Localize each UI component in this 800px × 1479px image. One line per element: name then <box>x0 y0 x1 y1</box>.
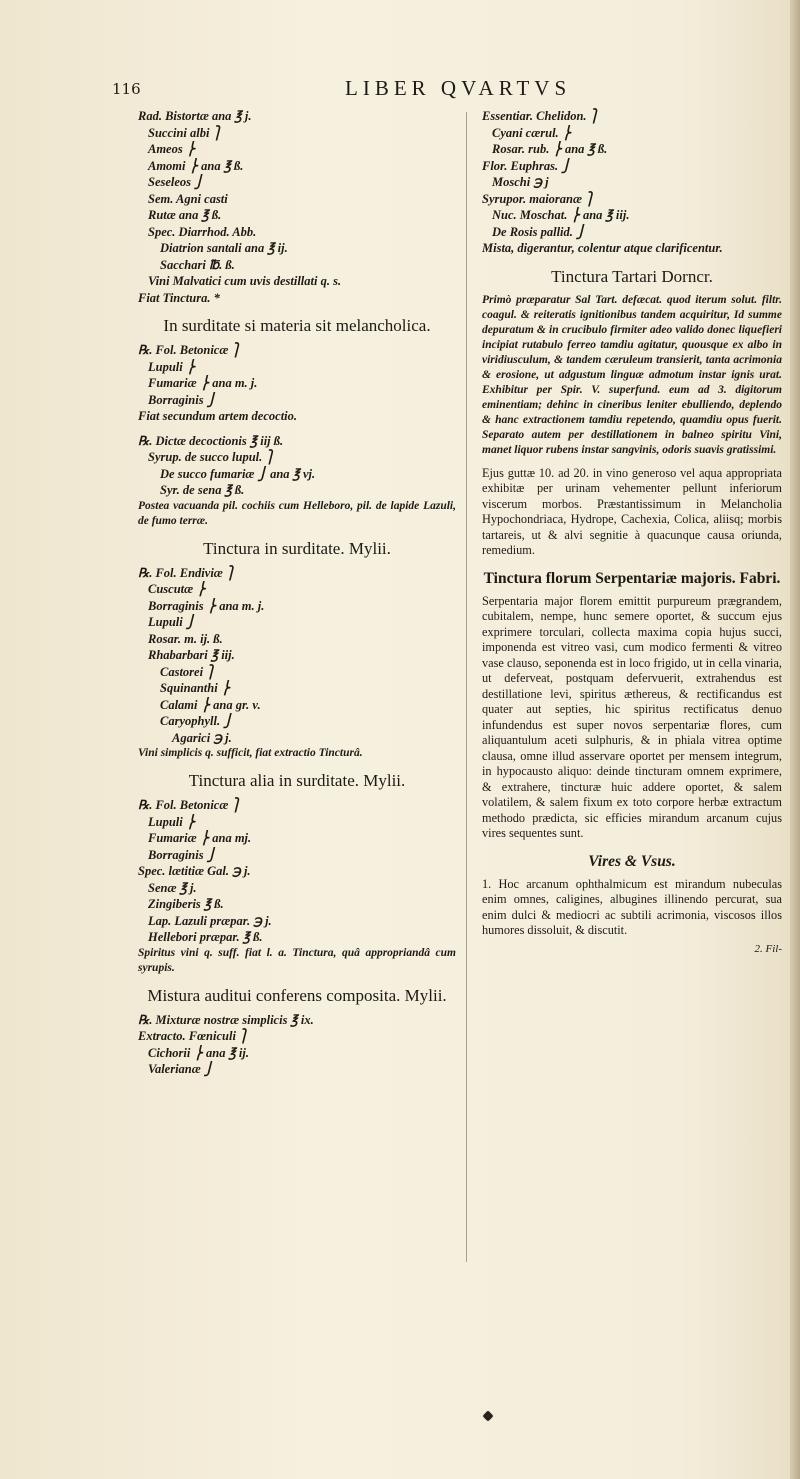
recipe-line: Sacchari ℔. ß. <box>160 257 235 272</box>
recipe-line: Rad. Bistortæ ana ℥ j. <box>138 109 252 123</box>
recipe-line: Ameos ⎬ <box>148 142 196 156</box>
recipe-line: Spec. Diarrhod. Abb. <box>148 224 257 239</box>
section-heading: In surditate si materia sit melancholica. <box>163 316 431 335</box>
recipe-line: Caryophyll. ⎭ <box>160 714 233 728</box>
page-number: 116 <box>112 80 141 98</box>
recipe-line: Fumariæ ⎬ ana mj. <box>148 831 252 845</box>
recipe-line: Extracto. Fœniculi ⎫ <box>138 1029 249 1043</box>
recipe-block <box>138 342 456 425</box>
recipe-line: Rhabarbari ℥ iij. <box>148 648 235 662</box>
recipe-note: Vini simplicis q. sufficit, fiat extractio Tincturâ. <box>138 747 363 759</box>
recipe-line: ℞. Fol. Betonicæ ⎫ <box>138 798 241 812</box>
recipe-line: Agarici ℈ j. <box>172 730 232 745</box>
recipe-line: Calami ⎬ ana gr. v. <box>160 697 261 712</box>
recipe-line: Amomi ⎬ ana ℥ ß. <box>148 158 244 173</box>
recipe-line: Syrup. de succo lupul. ⎫ <box>148 450 275 464</box>
recipe-line: ℞. Mixturæ nostræ simplicis ℥ ix. <box>138 1012 314 1027</box>
right-column <box>482 108 782 955</box>
recipe-line: Borraginis ⎭ <box>148 392 217 407</box>
recipe-line: Vini Malvatici cum uvis destillati q. s. <box>148 274 342 288</box>
recipe-note: Postea vacuanda pil. cochiis cum Helleboro, pil. de lapide Lazuli, de fumo terræ. <box>138 499 456 527</box>
paragraph: Primò præparatur Sal Tart. defæcat. quod iterum solut. filtr. coagul. & reiteratis ignitionibus tandem acquiritur, Id summe depuratum & in crucibulo firmiter adeo valido donec liquefieri incipiat rutabulo ferreo tamdiu agitatur, quousque ex albo in viridiusculum, & tandem cæruleum transierit, tanta acrimonia & erosione, ut adgustum linguæ admotum instar ignis urat. Exhibitur per Spir. V. superfund. eum ad 3. digitorum eminentiam; dehinc in cineribus leniter ebulliendo, deplendo & hanc extractionem tamdiu repetendo, quamdiu opus fuerit. Separato autem per destillationem in balneo spiritu Vini, manet liquor rubens instar sangvinis, odoris suavis gratissimi. <box>482 293 782 456</box>
recipe-line: Lupuli ⎬ <box>148 359 196 374</box>
recipe-block <box>138 108 456 306</box>
recipe-line: Nuc. Moschat. ⎬ ana ℥ iij. <box>492 208 630 222</box>
paragraph: Ejus guttæ 10. ad 20. in vino generoso vel aqua appropriata exhibitæ per urinam vehementer pellunt inferiorum viscerum morbos. Præstantissimum in Melancholia Hypochondriaca, Hydrope, Cachexia, Colica, aliisq; morbis tartareis, ut & alvi segnitie à quacunque causa oriunda, remedium. <box>482 465 782 557</box>
recipe-line: Cyani cærul. ⎬ <box>492 125 572 140</box>
recipe-line: Castorei ⎫ <box>160 664 216 679</box>
recipe-line: ℞. Dictæ decoctionis ℥ iij ß. <box>138 433 284 448</box>
recipe-line: Moschi ℈ j <box>492 175 549 189</box>
recipe-line: Seseleos ⎭ <box>148 175 204 189</box>
section-heading: Tinctura Tartari Dorncr. <box>551 266 713 286</box>
recipe-line: Rutæ ana ℥ ß. <box>148 208 222 222</box>
recipe-block <box>138 797 456 946</box>
recipe-line: Syrupor. maioranæ ⎫ <box>482 191 595 206</box>
recipe-line: Senæ ℥ j. <box>148 880 197 895</box>
recipe-line: Borraginis ⎭ <box>148 847 217 862</box>
recipe-line: Flor. Euphras. ⎭ <box>482 158 571 173</box>
recipe-line: Lupuli ⎭ <box>148 615 196 629</box>
recipe-block <box>138 1012 456 1078</box>
page-edge <box>790 0 800 1479</box>
recipe-line: Spec. lætitiæ Gal. ℈ j. <box>138 864 251 878</box>
recipe-line: Sem. Agni casti <box>148 191 228 206</box>
recipe-line: Rosar. rub. ⎬ ana ℥ ß. <box>492 142 608 156</box>
column-divider <box>466 112 467 1262</box>
paragraph: Serpentaria major florem emittit purpureum prægrandem, cubitalem, nempe, hunc semere oportet, & succum ejus exprimere torculari, collecta maxima copia hujus succi, imponenda est vitreo vasi, cum modico fermenti & vitreo vase clauso, seponenda est in loco frigido, ut in cella vinaria, ut deferveat, postquam defervuerit, extrahendus est destillatione levi, spiritus æthereus, & rectificandus est quater aut septies, hic spiritus rectificatus denuo infundendus est super novos serpentariæ flores, cum aliquantulum aceti sulphuris, & in phiala vitrea optime clausa, omne illud asservare oportet per mensem integrum, in hypocausto aliquo: deinde tincturam omnem exprimere, & extrahere, tincturæ huic addere oportet, & salem volatilem, & salem fixum ex toto corpore herbæ extractum methodo prædicta, sic efficies mirandum arcanum cujus vires sequentes sunt. <box>482 593 782 840</box>
recipe-line: Cichorii ⎬ ana ℥ ij. <box>148 1045 249 1060</box>
section-heading: Tinctura alia in surditate. Mylii. <box>188 771 406 790</box>
recipe-line: Fumariæ ⎬ ana m. j. <box>148 376 258 390</box>
recipe-line: Borraginis ⎬ ana m. j. <box>148 598 265 613</box>
recipe-line: Succini albi ⎫ <box>148 125 222 140</box>
recipe-line: Rosar. m. ij. ß. <box>148 631 223 646</box>
recipe-line: Fiat Tinctura. * <box>138 290 220 305</box>
recipe-line: Hellebori præpar. ℥ ß. <box>148 930 263 944</box>
recipe-line: Lap. Lazuli præpar. ℈ j. <box>148 913 272 928</box>
recipe-line: Lupuli ⎬ <box>148 814 196 829</box>
recipe-line: Syr. de sena ℥ ß. <box>160 483 245 497</box>
section-heading: Mistura auditui conferens composita. Mylii. <box>147 985 447 1005</box>
recipe-line: ℞. Fol. Endiviæ ⎫ <box>138 565 236 580</box>
recipe-line: Cuscutæ ⎬ <box>148 582 206 596</box>
left-column <box>138 108 456 1078</box>
recipe-block <box>138 433 456 499</box>
recipe-line: Zingiberis ℥ ß. <box>148 897 224 911</box>
recipe-line: Mista, digerantur, colentur atque clarificentur. <box>482 241 723 255</box>
recipe-line: De Rosis pallid. ⎭ <box>492 224 586 239</box>
recipe-line: Diatrion santali ana ℥ ij. <box>160 241 288 255</box>
section-heading: Tinctura in surditate. Mylii. <box>203 538 391 558</box>
recipe-line: De succo fumariæ ⎭ ana ℥ vj. <box>160 466 316 481</box>
recipe-note: Spiritus vini q. suff. fiat l. a. Tinctura, quâ appropriandâ cum syrupis. <box>138 946 456 974</box>
recipe-line: Squinanthi ⎬ <box>160 681 231 695</box>
paragraph: 1. Hoc arcanum ophthalmicum est mirandum nubeculas enim omnes, caligines, albugines illinendo percurat, sua enim dulci & mediocri ac subtili acrimonia, viscosos illos humores dissoluit, & discutit. <box>482 876 782 937</box>
section-heading: Vires & Vsus. <box>588 852 676 870</box>
recipe-block <box>482 108 782 257</box>
recipe-block <box>138 565 456 747</box>
recipe-line: ℞. Fol. Betonicæ ⎫ <box>138 343 241 357</box>
recipe-line: Valerianæ ⎭ <box>148 1062 214 1076</box>
recipe-line: Essentiar. Chelidon. ⎫ <box>482 109 600 123</box>
catchword: 2. Fil- <box>754 942 782 955</box>
recipe-line: Fiat secundum artem decoctio. <box>138 409 298 423</box>
section-heading: Tinctura florum Serpentariæ majoris. Fabri. <box>483 569 781 587</box>
running-title: LIBER QVARTVS <box>345 76 572 100</box>
